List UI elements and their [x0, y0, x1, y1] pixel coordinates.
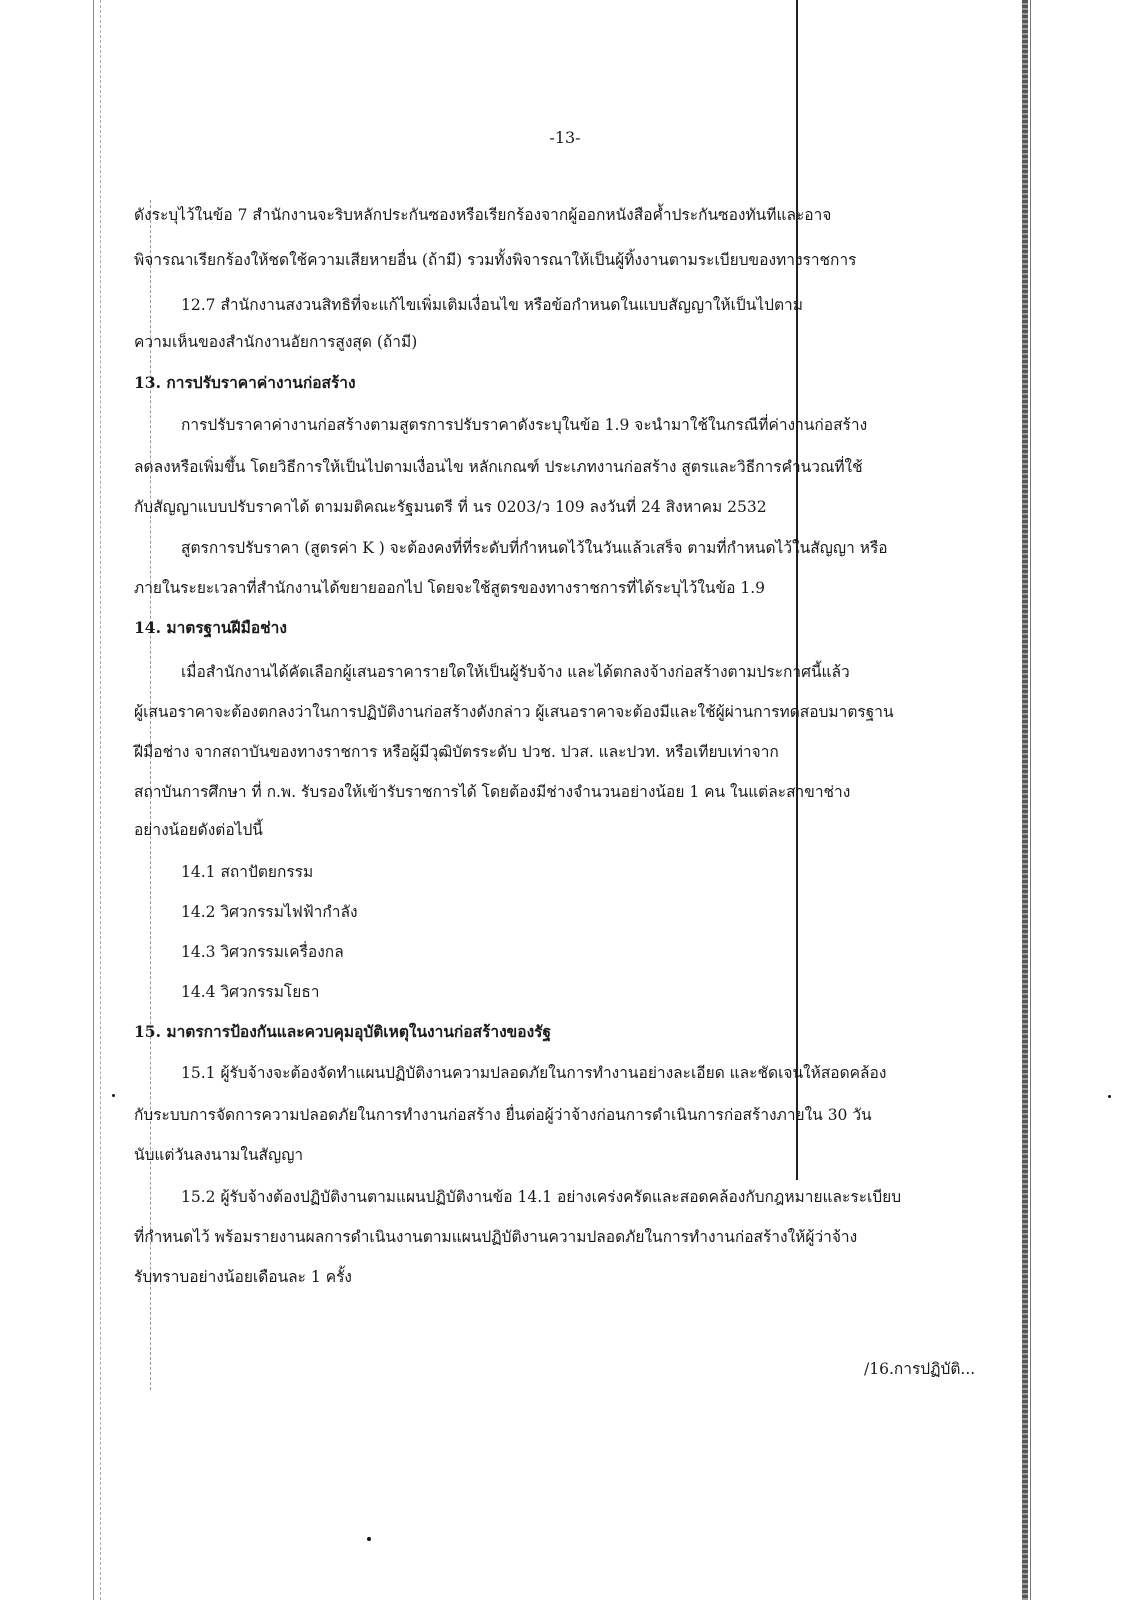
scan-fold-line [796, 0, 798, 1180]
body-line: การปรับราคาค่างานก่อสร้างตามสูตรการปรับราคาดังระบุในข้อ 1.9 จะนำมาใช้ในกรณีที่ค่างานก่อสร้าง [181, 416, 868, 434]
body-line: รับทราบอย่างน้อยเดือนละ 1 ครั้ง [134, 1268, 352, 1286]
body-line: ที่กำหนดไว้ พร้อมรายงานผลการดำเนินงานตามแผนปฏิบัติงานความปลอดภัยในการทำงานก่อสร้างให้ผู้ว่าจ้าง [134, 1228, 858, 1246]
section-heading-14: 14. มาตรฐานฝีมือช่าง [134, 618, 287, 637]
section-heading-13: 13. การปรับราคาค่างานก่อสร้าง [134, 373, 356, 392]
body-line: 15.1 ผู้รับจ้างจะต้องจัดทำแผนปฏิบัติงานความปลอดภัยในการทำงานอย่างละเอียด และชัดเจนให้สอดคล้อง [181, 1064, 887, 1082]
body-line: 15.2 ผู้รับจ้างต้องปฏิบัติงานตามแผนปฏิบัติงานข้อ 14.1 อย่างเคร่งครัดและสอดคล้องกับกฎหมายและระเบียบ [181, 1188, 902, 1206]
body-line: ความเห็นของสำนักงานอัยการสูงสุด (ถ้ามี) [134, 333, 418, 351]
list-item: 14.1 สถาปัตยกรรม [181, 863, 314, 881]
scan-edge-band [1022, 0, 1028, 1600]
section-heading-15: 15. มาตรการป้องกันและควบคุมอุบัติเหตุในงานก่อสร้างของรัฐ [134, 1022, 552, 1041]
body-line: สถาบันการศึกษา ที่ ก.พ. รับรองให้เข้ารับราชการได้ โดยต้องมีช่างจำนวนอย่างน้อย 1 คน ในแต่ละสาขาช่าง [134, 783, 851, 801]
scan-speck [1108, 1095, 1111, 1098]
continuation-footer: /16.การปฏิบัติ... [864, 1360, 976, 1378]
body-line: 12.7 สำนักงานสงวนสิทธิที่จะแก้ไขเพิ่มเติมเงื่อนไข หรือข้อกำหนดในแบบสัญญาให้เป็นไปตาม [181, 296, 803, 314]
page-number: -13- [549, 128, 581, 147]
body-line: สูตรการปรับราคา (สูตรค่า K ) จะต้องคงที่ที่ระดับที่กำหนดไว้ในวันแล้วเสร็จ ตามที่กำหนดไว้ในสัญญา หรือ [181, 539, 888, 557]
body-line: เมื่อสำนักงานได้คัดเลือกผู้เสนอราคารายใดให้เป็นผู้รับจ้าง และได้ตกลงจ้างก่อสร้างตามประกาศนี้แล้ว [181, 663, 850, 681]
scan-speck [112, 1094, 115, 1097]
list-item: 14.3 วิศวกรรมเครื่องกล [181, 943, 344, 961]
body-line: นับแต่วันลงนามในสัญญา [134, 1146, 304, 1164]
body-line: ฝีมือช่าง จากสถาบันของทางราชการ หรือผู้มีวุฒิบัตรระดับ ปวช. ปวส. และปวท. หรือเทียบเท่าจาก [134, 743, 779, 761]
list-item: 14.4 วิศวกรรมโยธา [181, 983, 320, 1001]
body-line: ลดลงหรือเพิ่มขึ้น โดยวิธีการให้เป็นไปตามเงื่อนไข หลักเกณฑ์ ประเภทงานก่อสร้าง สูตรและวิธีการคำนวณที่ใช้ [134, 458, 863, 476]
body-line: ภายในระยะเวลาที่สำนักงานได้ขยายออกไป โดยจะใช้สูตรของทางราชการที่ได้ระบุไว้ในข้อ 1.9 [134, 579, 766, 597]
body-line: กับระบบการจัดการความปลอดภัยในการทำงานก่อสร้าง ยื่นต่อผู้ว่าจ้างก่อนการดำเนินการก่อสร้างภายใน 30 วัน [134, 1106, 872, 1124]
scan-edge-line [93, 0, 94, 1600]
scan-speck [367, 1537, 371, 1541]
body-line: ดังระบุไว้ในข้อ 7 สำนักงานจะริบหลักประกันซองหรือเรียกร้องจากผู้ออกหนังสือค้ำประกันซองทันทีและอาจ [134, 206, 832, 224]
scan-edge-line [1030, 0, 1031, 1600]
body-line: ผู้เสนอราคาจะต้องตกลงว่าในการปฏิบัติงานก่อสร้างดังกล่าว ผู้เสนอราคาจะต้องมีและใช้ผู้ผ่านการทดสอบมาตรฐาน [134, 703, 894, 721]
body-line: พิจารณาเรียกร้องให้ชดใช้ความเสียหายอื่น (ถ้ามี) รวมทั้งพิจารณาให้เป็นผู้ทิ้งงานตามระเบียบของทางราชการ [134, 251, 857, 269]
body-line: อย่างน้อยดังต่อไปนี้ [134, 821, 263, 839]
scan-edge-line [100, 0, 102, 1600]
list-item: 14.2 วิศวกรรมไฟฟ้ากำลัง [181, 903, 358, 921]
body-line: กับสัญญาแบบปรับราคาได้ ตามมติคณะรัฐมนตรี ที่ นร 0203/ว 109 ลงวันที่ 24 สิงหาคม 2532 [134, 498, 767, 516]
